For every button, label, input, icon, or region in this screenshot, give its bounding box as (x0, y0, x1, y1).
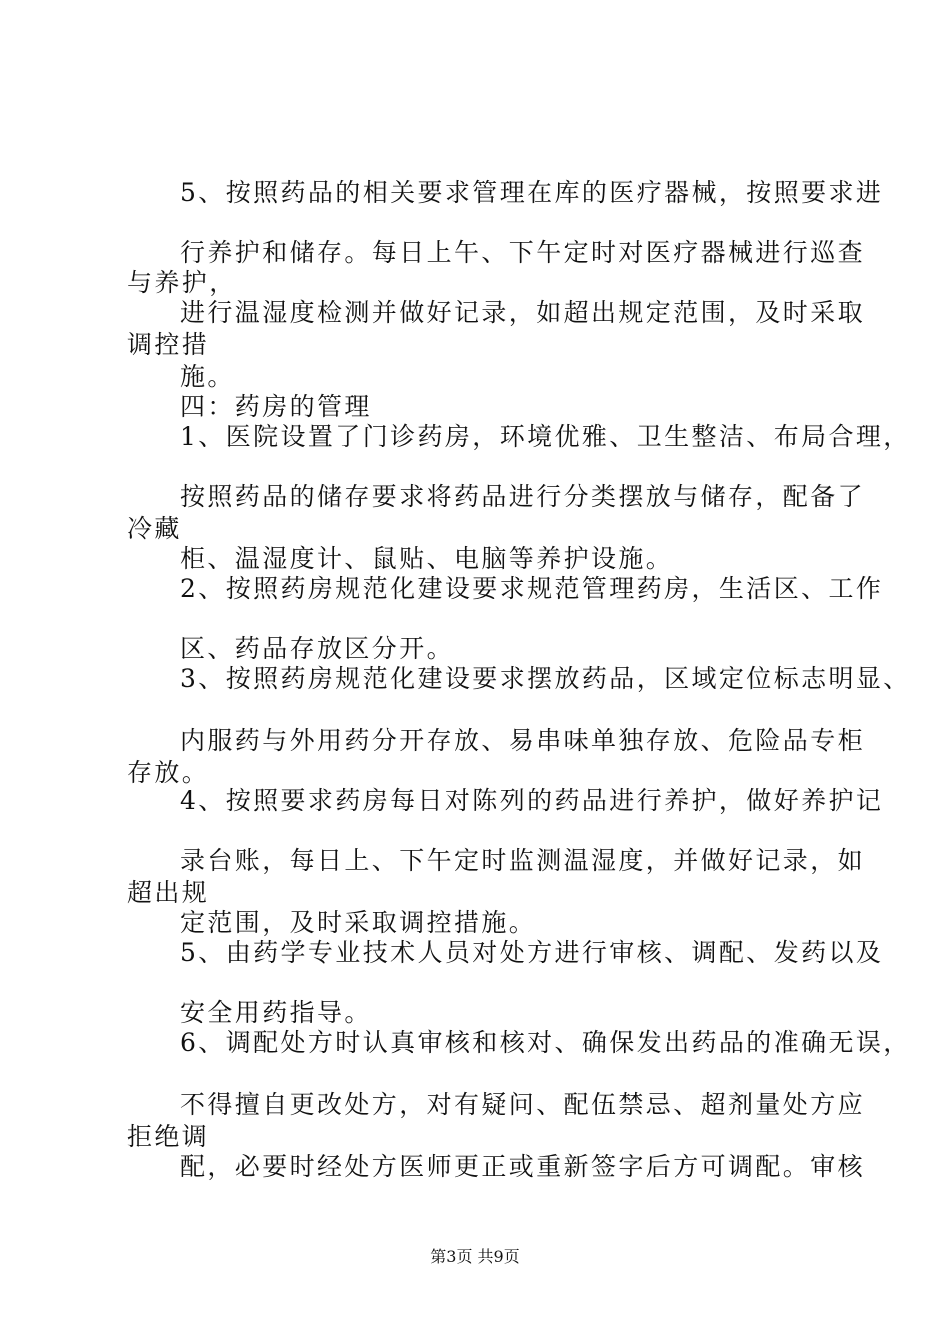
text-line: 6、调配处方时认真审核和核对、确保发出药品的准确无误， (180, 1028, 911, 1057)
text-line: 不得擅自更改处方，对有疑问、配伍禁忌、超剂量处方应 (180, 1090, 866, 1119)
text-line: 调控措 (127, 330, 210, 359)
text-line: 3、按照药房规范化建设要求摆放药品，区域定位标志明显、 (180, 664, 911, 693)
text-line: 5、按照药品的相关要求管理在库的医疗器械，按照要求进 (180, 178, 884, 207)
text-line: 柜、温湿度计、鼠贴、电脑等养护设施。 (180, 544, 674, 573)
page-number-footer: 第3页 共9页 (430, 1247, 520, 1266)
text-line: 与养护， (127, 268, 237, 297)
text-line: 区、药品存放区分开。 (180, 634, 455, 663)
text-line: 超出规 (127, 878, 210, 907)
text-line: 安全用药指导。 (180, 998, 372, 1027)
text-line: 拒绝调 (127, 1122, 210, 1151)
text-line: 施。 (180, 362, 235, 391)
text-line: 内服药与外用药分开存放、易串味单独存放、危险品专柜 (180, 726, 866, 755)
text-line: 5、由药学专业技术人员对处方进行审核、调配、发药以及 (180, 938, 884, 967)
text-line: 定范围，及时采取调控措施。 (180, 908, 537, 937)
text-line: 冷藏 (127, 514, 182, 543)
text-line: 进行温湿度检测并做好记录，如超出规定范围，及时采取 (180, 298, 866, 327)
text-line: 行养护和储存。每日上午、下午定时对医疗器械进行巡查 (180, 238, 866, 267)
text-line: 1、医院设置了门诊药房，环境优雅、卫生整洁、布局合理， (180, 422, 911, 451)
text-line: 4、按照要求药房每日对陈列的药品进行养护，做好养护记 (180, 786, 884, 815)
text-line: 2、按照药房规范化建设要求规范管理药房，生活区、工作 (180, 574, 884, 603)
text-line: 按照药品的储存要求将药品进行分类摆放与储存，配备了 (180, 482, 866, 511)
text-line: 配，必要时经处方医师更正或重新签字后方可调配。审核 (180, 1152, 866, 1181)
section-heading: 四：药房的管理 (180, 392, 372, 421)
text-line: 存放。 (127, 758, 210, 787)
text-line: 录台账，每日上、下午定时监测温湿度，并做好记录，如 (180, 846, 866, 875)
